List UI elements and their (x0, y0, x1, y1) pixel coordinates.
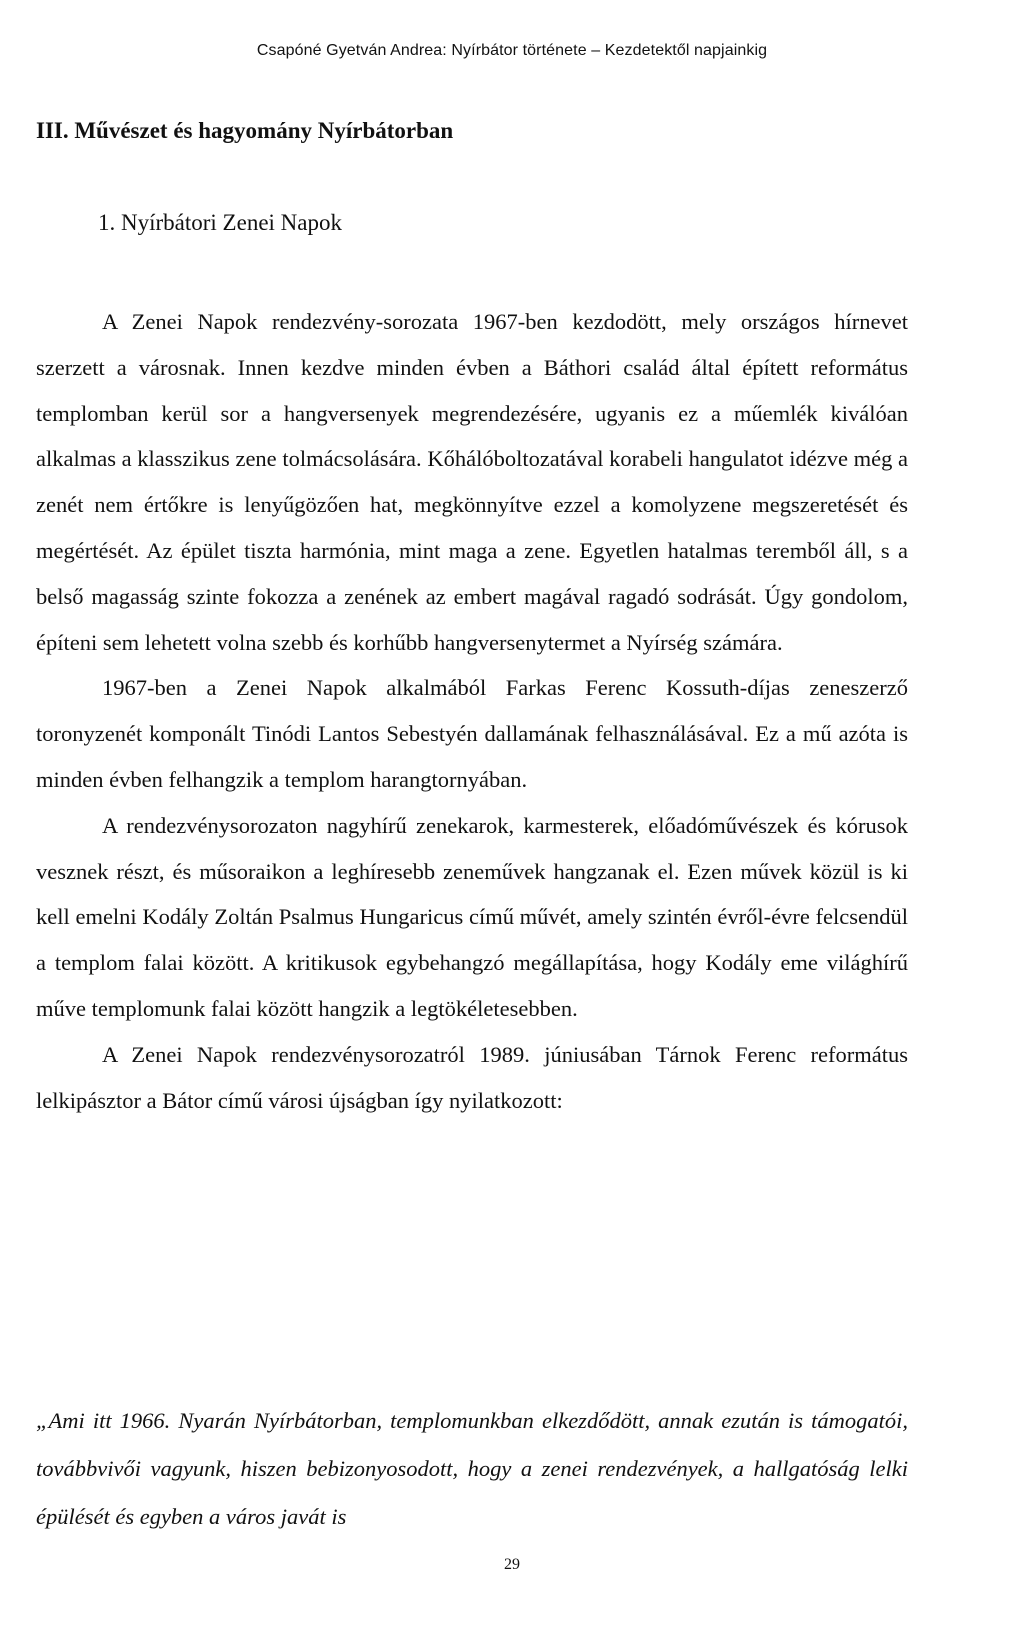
paragraph-rendezvenysorozat: A rendezvénysorozaton nagyhírű zenekarok, karmesterek, előadóművészek és kórusok vesznek részt, és műsoraikon a leghíresebb zeneművek hangzanak el. Ezen művek közül is ki kell emelni Kodály Zoltán Psalmus Hungaricus című művét, amely szintén évről-évre felcsendül a templom falai között. A kritikusok egybehangzó megállapítása, hogy Kodály eme világhírű műve templomunk falai között hangzik a legtökéletesebben. (36, 812, 908, 1021)
quotation-text: „Ami itt 1966. Nyarán Nyírbátorban, templomunkban elkezdődött, annak ezután is támogatói, továbbvivői vagyunk, hiszen bebizonyosodott, hogy a zenei rendezvények, a hallgatóság lelki épülését és egyben a város javát is (36, 1408, 908, 1529)
paragraph-nyilatkozat: A Zenei Napok rendezvénysorozatról 1989. júniusában Tárnok Ferenc református lelkipásztor a Bátor című városi újságban így nyilatkozott: (36, 1041, 908, 1113)
body-text (36, 299, 908, 1123)
paragraph-zenei-napok-intro: A Zenei Napok rendezvény-sorozata 1967-ben kezdodött, mely országos hírnevet szerzett a városnak. Innen kezdve minden évben a Báthori család által épített református templomban kerül sor a hangversenyek megrendezésére, ugyanis ez a műemlék kiválóan alkalmas a klasszikus zene tolmácsolására. Kőhálóboltozatával korabeli hangulatot idézve még a zenét nem értőkre is lenyűgözően hat, megkönnyítve ezzel a komolyzene megszeretését és megértését. Az épület tiszta harmónia, mint maga a zene. Egyetlen hatalmas teremből áll, s a belső magasság szinte fokozza a zenének az embert magával ragadó sodrását. Úgy gondolom, építeni sem lehetett volna szebb és korhűbb hangversenytermet a Nyírség számára. (36, 309, 908, 655)
quotation-block (36, 1397, 908, 1541)
chapter-title: III. Művészet és hagyomány Nyírbátorban (36, 118, 454, 143)
running-header: Csapóné Gyetván Andrea: Nyírbátor története – Kezdetektől napjainkig (256, 42, 768, 59)
section-title: 1. Nyírbátori Zenei Napok (98, 210, 342, 235)
page-number: 29 (504, 1556, 520, 1573)
paragraph-toronyzene: 1967-ben a Zenei Napok alkalmából Farkas Ferenc Kossuth-díjas zeneszerző toronyzenét komponált Tinódi Lantos Sebestyén dallamának felhasználásával. Ez a mű azóta is minden évben felhangzik a templom harangtornyában. (36, 675, 908, 792)
